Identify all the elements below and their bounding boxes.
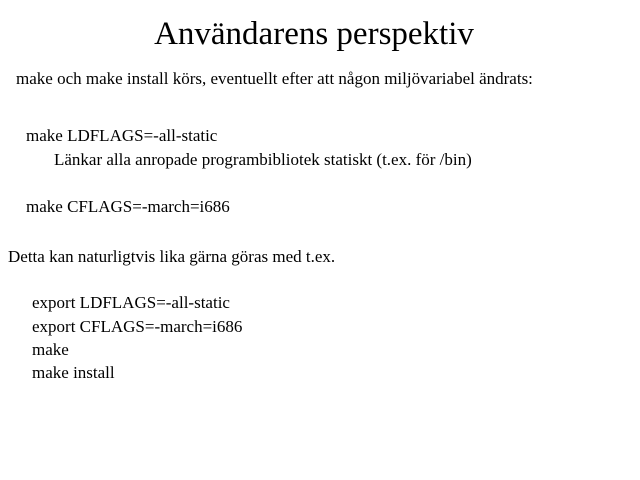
slide-title: Användarens perspektiv bbox=[154, 16, 474, 52]
intro-text: make och make install körs, eventuellt efter att någon miljövariabel ändrats: bbox=[16, 69, 533, 88]
code-line-export-cflags: export CFLAGS=-march=i686 bbox=[32, 317, 243, 336]
example-description-ldflags: Länkar alla anropade programbibliotek statiskt (t.ex. för /bin) bbox=[54, 150, 472, 169]
example-command-ldflags: make LDFLAGS=-all-static bbox=[26, 126, 218, 145]
code-line-export-ldflags: export LDFLAGS=-all-static bbox=[32, 293, 230, 312]
code-line-make: make bbox=[32, 340, 69, 359]
paragraph-text: Detta kan naturligtvis lika gärna göras med t.ex. bbox=[8, 247, 336, 266]
code-line-make-install: make install bbox=[32, 363, 115, 382]
example-command-cflags: make CFLAGS=-march=i686 bbox=[26, 197, 230, 216]
